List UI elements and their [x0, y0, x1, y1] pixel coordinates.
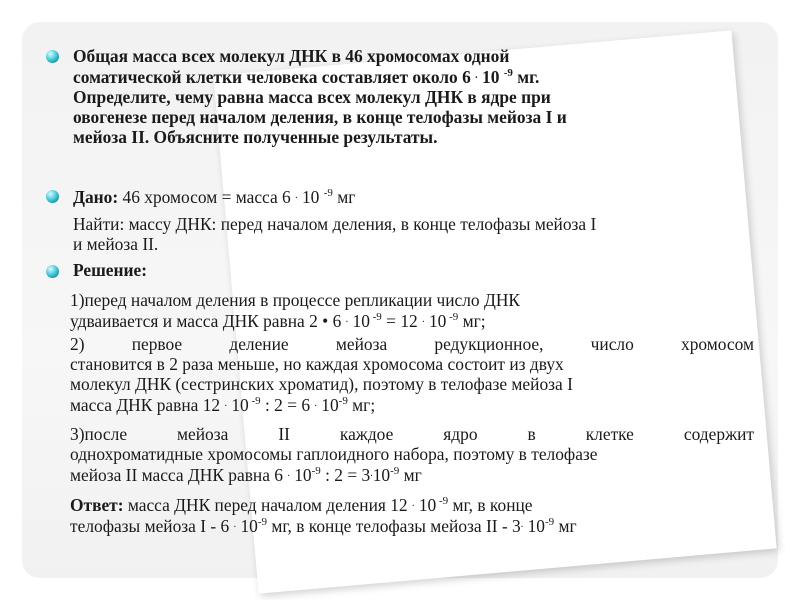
find-line: и мейоза II.: [73, 234, 159, 254]
answer-label: Ответ:: [70, 495, 124, 515]
given-line: Дано: 46 хромосом = масса 6 . 10 $^{-9}$ мг: [73, 187, 356, 207]
solution-step-2: 2) первое деление мейоза редукционное, число хромосом становится в 2 раза меньше, но каждая хромосома состоит из двух молекул ДНК (сестринских хроматид), поэтому в телофазе мейоза I масса ДНК равна 12 . 10 $^{-9}$ : 2 = 6 . $10^{-9}$ мг;: [70, 334, 754, 415]
problem-statement: [73, 46, 753, 147]
question-line: овогенезе перед началом деления, в конце телофазы мейоза I и: [73, 107, 567, 127]
question-line: Определите, чему равна масса всех молекул ДНК в ядре при: [73, 87, 551, 107]
find-line: Найти: массу ДНК: перед началом деления, в конце телофазы мейоза I: [73, 214, 597, 234]
question-line: мейоза II. Объясните полученные результаты.: [73, 127, 438, 147]
question-line: соматической клетки человека составляет около 6 . 10 $^{-9}$ мг.: [73, 67, 540, 87]
solution-heading: Решение:: [73, 260, 148, 280]
answer-block: Ответ: масса ДНК перед началом деления 12 . 10 $^{-9}$ мг, в конце телофазы мейоза I - 6 . $10^{-9}$ мг, в конце телофазы мейоза II - 3. $10^{-9}$ мг: [70, 495, 577, 536]
question-line: Общая масса всех молекул ДНК в 46 хромосомах одной: [73, 46, 510, 66]
find-block: [73, 214, 753, 254]
solution-step-3: 3)после мейоза II каждое ядро в клетке содержит однохроматидные хромосомы гаплоидного набора, поэтому в телофазе мейоза II масса ДНК равна 6 . $10^{-9}$ : $2 = 3^.10^{-9}$ мг: [70, 424, 754, 485]
bullet-icon: [46, 50, 59, 63]
bullet-icon: [46, 190, 59, 203]
bullet-icon: [46, 265, 59, 278]
solution-step-1: 1)перед началом деления в процессе репликации число ДНК удваивается и масса ДНК равна 2 • 6 . 10 $^{-9}$ = 12 . 10 $^{-9}$ мг;: [70, 290, 520, 331]
given-label: Дано:: [73, 187, 119, 207]
